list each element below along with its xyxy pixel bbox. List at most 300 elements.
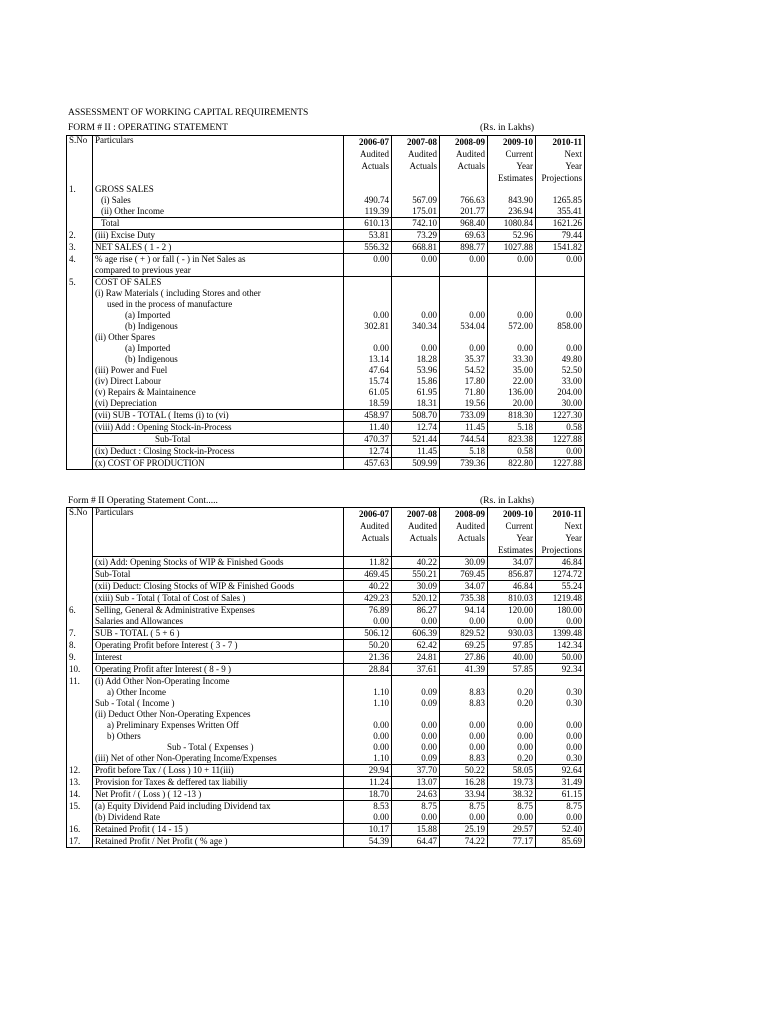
year-header (488, 508, 536, 557)
value-cell: 54.39 (344, 836, 392, 848)
value-cell: 0.00 (440, 812, 488, 824)
value-cell: 50.20 (344, 640, 392, 652)
value-cell: 0.00 (344, 812, 392, 824)
value-cell (344, 299, 392, 310)
value-cell: 567.09 (392, 195, 440, 206)
value-cell: 739.36 (440, 458, 488, 470)
particulars-cell: Profit before Tax / ( Loss ) 10 + 11(iii) (93, 765, 344, 777)
value-cell (536, 332, 585, 343)
value-cell: 0.00 (440, 742, 488, 753)
value-cell: 1227.30 (536, 410, 585, 422)
year-basis: Year (565, 533, 582, 543)
value-cell: 822.80 (488, 458, 536, 470)
serial-number (67, 698, 93, 709)
particulars-cell: (i) Raw Materials ( including Stores and other (93, 288, 344, 299)
value-cell: 429.23 (344, 593, 392, 605)
value-cell: 340.34 (392, 321, 440, 332)
value-cell: 15.88 (392, 824, 440, 836)
value-cell (392, 299, 440, 310)
value-cell: 35.00 (488, 365, 536, 376)
value-cell: 1274.72 (536, 569, 585, 581)
value-cell: 27.86 (440, 652, 488, 664)
value-cell: 33.94 (440, 789, 488, 801)
value-cell: 92.34 (536, 664, 585, 676)
value-cell: 968.40 (440, 218, 488, 230)
table-row (67, 446, 585, 458)
value-cell: 572.00 (488, 321, 536, 332)
value-cell: 458.97 (344, 410, 392, 422)
value-cell: 12.74 (344, 446, 392, 458)
value-cell: 40.00 (488, 652, 536, 664)
value-cell: 76.89 (344, 605, 392, 617)
value-cell (440, 184, 488, 195)
value-cell: 24.63 (392, 789, 440, 801)
value-cell (440, 288, 488, 299)
particulars-cell: (a) Imported (93, 310, 344, 321)
year-label: 2009-10 (503, 509, 533, 519)
value-cell (392, 277, 440, 289)
particulars-header: Particulars (93, 508, 344, 557)
table-row (67, 605, 585, 617)
particulars-cell: b) Others (93, 731, 344, 742)
value-cell: 85.69 (536, 836, 585, 848)
value-cell: 1227.88 (536, 458, 585, 470)
value-cell: 550.21 (392, 569, 440, 581)
serial-number: 16. (67, 824, 93, 836)
value-cell (344, 184, 392, 195)
serial-number (67, 206, 93, 218)
particulars-cell: Operating Profit after Interest ( 8 - 9 ) (93, 664, 344, 676)
operating-statement-table (66, 135, 585, 470)
particulars-cell: (ii) Other Income (93, 206, 344, 218)
value-cell (344, 277, 392, 289)
year-header (344, 136, 392, 185)
table-row (67, 709, 585, 720)
value-cell (536, 184, 585, 195)
table-row (67, 742, 585, 753)
value-cell: 53.81 (344, 230, 392, 242)
value-cell: 142.34 (536, 640, 585, 652)
particulars-cell: SUB - TOTAL ( 5 + 6 ) (93, 628, 344, 640)
serial-number: 9. (67, 652, 93, 664)
table-row (67, 184, 585, 195)
header-row (67, 508, 585, 557)
value-cell: 15.74 (344, 376, 392, 387)
value-cell: 0.00 (440, 343, 488, 354)
value-cell: 30.00 (536, 398, 585, 410)
value-cell: 0.00 (536, 742, 585, 753)
value-cell: 69.25 (440, 640, 488, 652)
serial-number (67, 593, 93, 605)
value-cell: 35.37 (440, 354, 488, 365)
value-cell: 77.17 (488, 836, 536, 848)
value-cell: 0.00 (344, 731, 392, 742)
value-cell: 57.85 (488, 664, 536, 676)
value-cell (440, 277, 488, 289)
value-cell: 25.19 (440, 824, 488, 836)
table-row (67, 299, 585, 310)
value-cell: 0.30 (536, 687, 585, 698)
value-cell: 119.39 (344, 206, 392, 218)
table-row (67, 398, 585, 410)
value-cell: 823.38 (488, 434, 536, 446)
value-cell: 11.82 (344, 557, 392, 569)
particulars-cell: Net Profit / ( Loss ) ( 12 -13 ) (93, 789, 344, 801)
value-cell: 490.74 (344, 195, 392, 206)
year-label: 2007-08 (407, 137, 437, 147)
particulars-cell: (a) Equity Dividend Paid including Dividend tax (93, 801, 344, 813)
table-row (67, 557, 585, 569)
table-row (67, 321, 585, 332)
particulars-cell: (v) Repairs & Maintainence (93, 387, 344, 398)
value-cell: 204.00 (536, 387, 585, 398)
particulars-cell: (iii) Net of other Non-Operating Income/Expenses (93, 753, 344, 765)
serial-number (67, 354, 93, 365)
value-cell: 31.49 (536, 777, 585, 789)
particulars-cell: compared to previous year (93, 265, 344, 277)
serial-number (67, 720, 93, 731)
serial-number (67, 387, 93, 398)
serial-number: 3. (67, 242, 93, 254)
value-cell (392, 332, 440, 343)
value-cell: 13.07 (392, 777, 440, 789)
serial-number (67, 753, 93, 765)
serial-number (67, 557, 93, 569)
value-cell: 1541.82 (536, 242, 585, 254)
particulars-cell: Total (93, 218, 344, 230)
value-cell: 47.64 (344, 365, 392, 376)
year-type: Estimates (498, 173, 533, 183)
year-header (440, 508, 488, 557)
year-basis: Actuals (457, 161, 485, 171)
year-header (536, 136, 585, 185)
value-cell: 769.45 (440, 569, 488, 581)
value-cell (392, 184, 440, 195)
year-header (392, 136, 440, 185)
value-cell: 930.03 (488, 628, 536, 640)
units-label: (Rs. in Lakhs) (480, 123, 535, 133)
table-row (67, 765, 585, 777)
value-cell: 470.37 (344, 434, 392, 446)
serial-number (67, 709, 93, 720)
serial-number (67, 218, 93, 230)
value-cell: 19.73 (488, 777, 536, 789)
year-label: 2007-08 (407, 509, 437, 519)
serial-number (67, 321, 93, 332)
particulars-cell: Salaries and Allowances (93, 616, 344, 628)
particulars-cell: a) Preliminary Expenses Written Off (93, 720, 344, 731)
value-cell: 8.75 (536, 801, 585, 813)
value-cell: 0.00 (488, 731, 536, 742)
year-label: 2009-10 (503, 137, 533, 147)
value-cell: 30.09 (392, 581, 440, 593)
year-type: Estimates (498, 545, 533, 555)
value-cell: 0.00 (344, 720, 392, 731)
value-cell: 0.00 (392, 343, 440, 354)
value-cell: 0.00 (392, 616, 440, 628)
value-cell: 1027.88 (488, 242, 536, 254)
value-cell (536, 709, 585, 720)
value-cell: 1.10 (344, 753, 392, 765)
year-basis: Year (516, 161, 533, 171)
particulars-cell: (iii) Excise Duty (93, 230, 344, 242)
value-cell: 1227.88 (536, 434, 585, 446)
serial-number: 4. (67, 254, 93, 266)
table-row (67, 720, 585, 731)
table-row (67, 376, 585, 387)
value-cell: 735.38 (440, 593, 488, 605)
serial-number (67, 616, 93, 628)
value-cell: 534.04 (440, 321, 488, 332)
value-cell: 29.94 (344, 765, 392, 777)
year-status: Audited (360, 149, 389, 159)
value-cell: 34.07 (488, 557, 536, 569)
value-cell: 8.53 (344, 801, 392, 813)
value-cell: 0.00 (344, 310, 392, 321)
value-cell: 0.00 (536, 720, 585, 731)
particulars-cell: (b) Indigenous (93, 321, 344, 332)
table-row (67, 242, 585, 254)
value-cell: 46.84 (536, 557, 585, 569)
year-type: Projections (541, 173, 582, 183)
year-basis: Actuals (361, 533, 389, 543)
value-cell: 5.18 (488, 422, 536, 434)
value-cell: 0.00 (536, 446, 585, 458)
value-cell: 97.85 (488, 640, 536, 652)
particulars-cell: Interest (93, 652, 344, 664)
serial-number (67, 458, 93, 470)
value-cell: 37.70 (392, 765, 440, 777)
year-status: Current (505, 521, 533, 531)
value-cell: 11.45 (440, 422, 488, 434)
value-cell: 610.13 (344, 218, 392, 230)
serial-number (67, 687, 93, 698)
table-row (67, 628, 585, 640)
particulars-cell: (ii) Deduct Other Non-Operating Expences (93, 709, 344, 720)
value-cell: 17.80 (440, 376, 488, 387)
value-cell: 10.17 (344, 824, 392, 836)
value-cell: 521.44 (392, 434, 440, 446)
particulars-cell: (vii) SUB - TOTAL ( Items (i) to (vi) (93, 410, 344, 422)
value-cell: 180.00 (536, 605, 585, 617)
serial-number (67, 195, 93, 206)
value-cell: 34.07 (440, 581, 488, 593)
table-row (67, 310, 585, 321)
year-label: 2010-11 (552, 137, 582, 147)
value-cell: 94.14 (440, 605, 488, 617)
table-row (67, 206, 585, 218)
value-cell (440, 709, 488, 720)
particulars-cell: Sub - Total ( Expenses ) (93, 742, 344, 753)
value-cell: 0.58 (536, 422, 585, 434)
value-cell (488, 265, 536, 277)
serial-number (67, 332, 93, 343)
particulars-cell: used in the process of manufacture (93, 299, 344, 310)
value-cell: 52.40 (536, 824, 585, 836)
table-row (67, 422, 585, 434)
value-cell: 0.00 (536, 310, 585, 321)
table-row (67, 387, 585, 398)
particulars-cell: (b) Indigenous (93, 354, 344, 365)
table-row (67, 277, 585, 289)
year-label: 2006-07 (359, 509, 389, 519)
table-row (67, 824, 585, 836)
value-cell: 49.80 (536, 354, 585, 365)
value-cell: 136.00 (488, 387, 536, 398)
value-cell (440, 676, 488, 688)
year-basis: Actuals (361, 161, 389, 171)
value-cell (488, 184, 536, 195)
value-cell (344, 709, 392, 720)
serial-number: 2. (67, 230, 93, 242)
particulars-cell: COST OF SALES (93, 277, 344, 289)
value-cell: 843.90 (488, 195, 536, 206)
value-cell: 0.00 (488, 720, 536, 731)
value-cell: 8.75 (440, 801, 488, 813)
serial-number (67, 288, 93, 299)
table-row (67, 593, 585, 605)
serial-number (67, 410, 93, 422)
value-cell: 1.10 (344, 698, 392, 709)
value-cell: 33.00 (536, 376, 585, 387)
value-cell: 19.56 (440, 398, 488, 410)
year-label: 2006-07 (359, 137, 389, 147)
value-cell: 506.12 (344, 628, 392, 640)
year-header (440, 136, 488, 185)
value-cell: 201.77 (440, 206, 488, 218)
table-row (67, 676, 585, 688)
serial-number: 10. (67, 664, 93, 676)
year-status: Current (505, 149, 533, 159)
value-cell (440, 332, 488, 343)
particulars-cell: Retained Profit / Net Profit ( % age ) (93, 836, 344, 848)
table-row (67, 652, 585, 664)
value-cell: 0.00 (488, 616, 536, 628)
value-cell (536, 277, 585, 289)
form2-title: Form # II Operating Statement Cont..... (68, 496, 218, 506)
table-row (67, 265, 585, 277)
table-row (67, 343, 585, 354)
particulars-cell: Retained Profit ( 14 - 15 ) (93, 824, 344, 836)
table-row (67, 581, 585, 593)
year-status: Next (564, 521, 582, 531)
value-cell: 0.00 (488, 343, 536, 354)
particulars-cell: GROSS SALES (93, 184, 344, 195)
value-cell: 120.00 (488, 605, 536, 617)
value-cell: 50.22 (440, 765, 488, 777)
value-cell: 0.00 (392, 254, 440, 266)
value-cell: 0.00 (488, 742, 536, 753)
value-cell: 0.09 (392, 698, 440, 709)
value-cell: 11.45 (392, 446, 440, 458)
table-row (67, 230, 585, 242)
serial-number: 15. (67, 801, 93, 813)
value-cell: 18.59 (344, 398, 392, 410)
table-row (67, 812, 585, 824)
table-row (67, 332, 585, 343)
year-label: 2008-09 (455, 509, 485, 519)
serial-number (67, 343, 93, 354)
document-title: ASSESSMENT OF WORKING CAPITAL REQUIREMENTS (68, 108, 309, 118)
value-cell: 508.70 (392, 410, 440, 422)
year-header (392, 508, 440, 557)
table-row (67, 731, 585, 742)
value-cell (536, 288, 585, 299)
value-cell (392, 265, 440, 277)
value-cell: 18.70 (344, 789, 392, 801)
value-cell: 12.74 (392, 422, 440, 434)
particulars-cell: (viii) Add : Opening Stock-in-Process (93, 422, 344, 434)
value-cell: 18.31 (392, 398, 440, 410)
serial-number (67, 365, 93, 376)
serial-number (67, 581, 93, 593)
particulars-cell: (ix) Deduct : Closing Stock-in-Process (93, 446, 344, 458)
value-cell: 1621.26 (536, 218, 585, 230)
table-row (67, 664, 585, 676)
serial-number (67, 812, 93, 824)
value-cell (440, 299, 488, 310)
table-row (67, 789, 585, 801)
value-cell: 810.03 (488, 593, 536, 605)
value-cell: 0.00 (392, 720, 440, 731)
value-cell (488, 288, 536, 299)
table-row (67, 640, 585, 652)
serial-number: 7. (67, 628, 93, 640)
value-cell: 898.77 (440, 242, 488, 254)
table-row (67, 195, 585, 206)
value-cell: 0.00 (488, 310, 536, 321)
value-cell: 355.41 (536, 206, 585, 218)
value-cell: 302.81 (344, 321, 392, 332)
value-cell: 69.63 (440, 230, 488, 242)
value-cell: 0.20 (488, 687, 536, 698)
value-cell: 457.63 (344, 458, 392, 470)
table-row (67, 616, 585, 628)
value-cell: 858.00 (536, 321, 585, 332)
value-cell: 28.84 (344, 664, 392, 676)
value-cell: 0.00 (536, 343, 585, 354)
value-cell: 61.15 (536, 789, 585, 801)
sno-header: S.No (67, 136, 93, 185)
value-cell: 556.32 (344, 242, 392, 254)
value-cell: 236.94 (488, 206, 536, 218)
particulars-cell: (xi) Add: Opening Stocks of WIP & Finished Goods (93, 557, 344, 569)
value-cell: 92.64 (536, 765, 585, 777)
value-cell: 0.30 (536, 753, 585, 765)
serial-number: 12. (67, 765, 93, 777)
value-cell: 0.00 (536, 616, 585, 628)
year-status: Next (564, 149, 582, 159)
value-cell: 0.09 (392, 687, 440, 698)
value-cell: 829.52 (440, 628, 488, 640)
value-cell: 0.00 (488, 812, 536, 824)
serial-number (67, 299, 93, 310)
value-cell: 61.95 (392, 387, 440, 398)
value-cell: 52.50 (536, 365, 585, 376)
value-cell: 53.96 (392, 365, 440, 376)
value-cell: 52.96 (488, 230, 536, 242)
sno-header: S.No (67, 508, 93, 557)
year-basis: Year (516, 533, 533, 543)
value-cell: 73.29 (392, 230, 440, 242)
table-row (67, 458, 585, 470)
table-row (67, 410, 585, 422)
value-cell: 0.09 (392, 753, 440, 765)
value-cell: 0.00 (536, 731, 585, 742)
value-cell: 1080.84 (488, 218, 536, 230)
value-cell: 0.00 (440, 254, 488, 266)
value-cell (536, 265, 585, 277)
